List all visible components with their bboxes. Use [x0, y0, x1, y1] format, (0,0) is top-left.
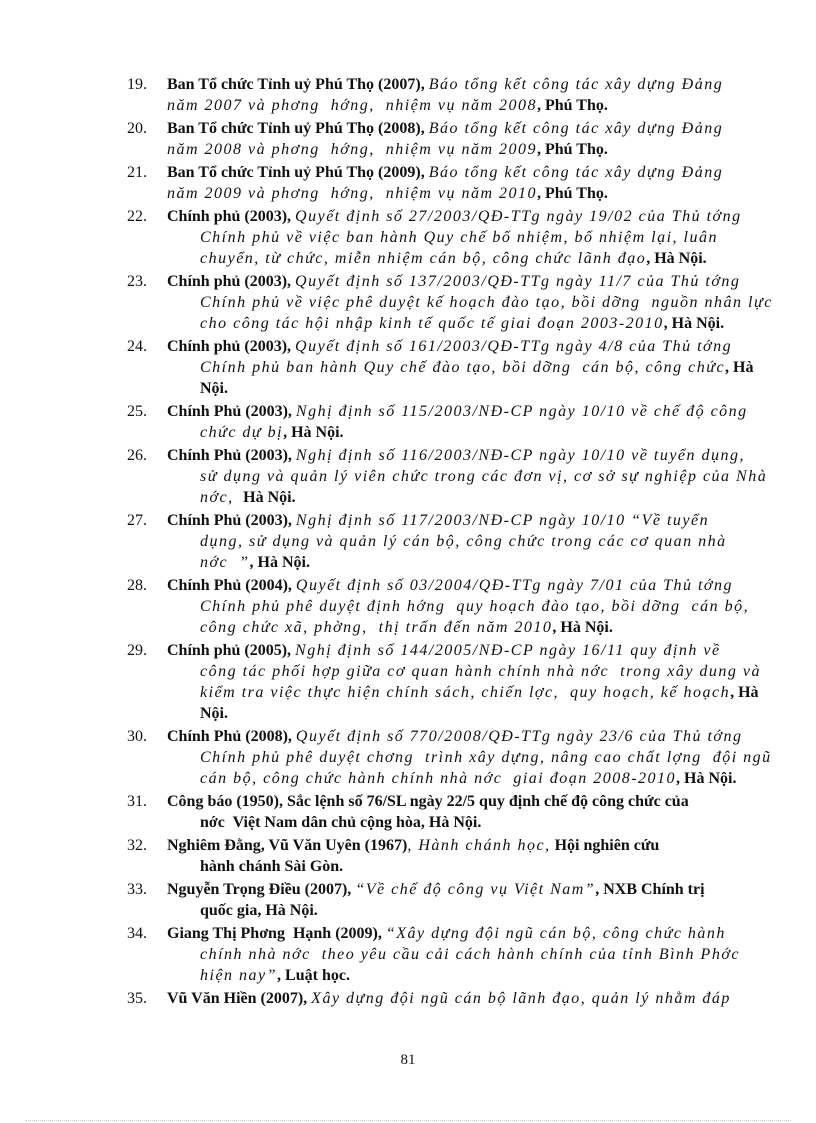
reference-source: Chính Phủ (2003),: [167, 403, 296, 420]
reference-source: Nội.: [200, 380, 228, 397]
reference-item: [127, 118, 751, 160]
reference-number: 23.: [127, 273, 147, 290]
reference-title: hiện nay”: [200, 967, 278, 984]
reference-title: công tác phối hợp giữa cơ quan hành chính nhà nớc trong xây dung và: [200, 663, 762, 680]
reference-number: 35.: [127, 990, 147, 1007]
reference-line: [167, 95, 751, 116]
reference-number: 25.: [127, 403, 147, 420]
reference-source: , Phú Thọ.: [537, 185, 608, 202]
reference-title: Nghị định số 116/2003/NĐ-CP ngày 10/10 về tuyển dụng,: [295, 447, 746, 464]
reference-source: hành chánh Sài Gòn.: [200, 858, 344, 875]
reference-line: [167, 510, 751, 531]
reference-line: [167, 923, 751, 944]
reference-number: 31.: [127, 793, 147, 810]
reference-title: sử dụng và quản lý viên chức trong các đơn vị, cơ sở sự nghiệp của Nhà: [200, 468, 768, 485]
reference-text: [167, 206, 751, 269]
reference-item: [127, 271, 773, 334]
reference-source: , Hà Nội.: [283, 424, 344, 441]
reference-line: [167, 747, 772, 768]
reference-title: Nghị định số 115/2003/NĐ-CP ngày 10/10 về chế độ công: [295, 403, 748, 420]
reference-source: , Hà: [725, 359, 754, 376]
reference-line: [167, 965, 751, 986]
reference-title: kiểm tra việc thực hiện chính sách, chiến lợc, quy hoạch, kế hoạch: [200, 684, 731, 701]
reference-line: [167, 791, 751, 812]
reference-line: [167, 575, 751, 596]
reference-line: [167, 74, 751, 95]
reference-title: dụng, sử dụng và quản lý cán bộ, công chức trong các cơ quan nhà: [200, 533, 727, 550]
reference-title: Chính phủ phê duyệt chơng trình xây dựng, nâng cao chất lợng đội ngũ: [200, 749, 772, 766]
reference-source: Chính Phủ (2003),: [167, 447, 296, 464]
reference-line: [167, 183, 751, 204]
reference-text: [167, 791, 751, 833]
reference-number: 20.: [127, 120, 147, 137]
reference-line: [167, 531, 751, 552]
reference-text: [167, 923, 751, 986]
reference-title: Quyết định số 27/2003/QĐ-TTg ngày 19/02 của Thủ tớng: [295, 208, 742, 225]
reference-line: [167, 162, 751, 183]
reference-source: , Hà Nội.: [249, 554, 310, 571]
reference-source: Ban Tổ chức Tỉnh uỷ Phú Thọ (2007),: [167, 76, 429, 93]
reference-source: , NXB Chính trị: [595, 881, 705, 898]
reference-number: 26.: [127, 447, 147, 464]
reference-item: [127, 206, 751, 269]
reference-text: [167, 835, 751, 877]
reference-line: [167, 466, 767, 487]
reference-title: năm 2009 và phơng hớng, nhiệm vụ năm 2010: [167, 185, 537, 202]
page-number: 81: [400, 1052, 416, 1068]
reference-line: [167, 248, 751, 269]
reference-text: [167, 118, 751, 160]
reference-source: nớc Việt Nam dân chủ cộng hòa, Hà Nội.: [200, 814, 482, 831]
reference-number: 24.: [127, 338, 147, 355]
reference-source: , Luật học.: [277, 967, 350, 984]
reference-line: [167, 640, 761, 661]
reference-line: [167, 900, 751, 921]
reference-line: [167, 682, 761, 703]
reference-line: [167, 944, 751, 965]
reference-source: Chính Phủ (2003),: [167, 512, 296, 529]
reference-source: Chính phủ (2003),: [167, 338, 296, 355]
reference-text: [167, 988, 751, 1009]
reference-title: , Hành chánh học,: [407, 837, 551, 854]
reference-title: Quyết định số 770/2008/QĐ-TTg ngày 23/6 của Thủ tớng: [295, 728, 743, 745]
reference-line: [167, 835, 751, 856]
reference-source: Nguyễn Trọng Điều (2007),: [167, 881, 356, 898]
reference-title: “Về chế độ công vụ Việt Nam”: [355, 881, 596, 898]
reference-text: [167, 271, 773, 334]
reference-text: [167, 401, 751, 443]
reference-source: Giang Thị Phơng Hạnh (2009),: [167, 925, 386, 942]
reference-title: chuyển, từ chức, miễn nhiệm cán bộ, công chức lãnh đạo: [200, 250, 647, 267]
reference-number: 33.: [127, 881, 147, 898]
reference-source: Nội.: [200, 705, 228, 722]
reference-text: [167, 726, 772, 789]
reference-line: [167, 292, 773, 313]
reference-title: Nghị định số 117/2003/NĐ-CP ngày 10/10 “Về tuyển: [295, 512, 710, 529]
reference-line: [167, 271, 773, 292]
reference-source: Ban Tổ chức Tỉnh uỷ Phú Thọ (2008),: [167, 120, 429, 137]
reference-line: [167, 378, 754, 399]
reference-item: [127, 726, 772, 789]
reference-line: [167, 487, 767, 508]
reference-number: 29.: [127, 642, 147, 659]
reference-line: [167, 401, 751, 422]
reference-number: 21.: [127, 164, 147, 181]
reference-title: “Xây dựng đội ngũ cán bộ, công chức hành: [385, 925, 726, 942]
reference-source: Chính phủ (2005),: [167, 642, 296, 659]
reference-source: Chính phủ (2003),: [167, 208, 296, 225]
reference-list: [127, 74, 773, 1011]
reference-text: [167, 510, 751, 573]
reference-item: [127, 336, 754, 399]
reference-title: chính nhà nớc theo yêu cầu cải cách hành chính của tỉnh Bình Phớc: [200, 946, 740, 963]
reference-source: , Hà Nội.: [646, 250, 707, 267]
reference-line: [167, 661, 761, 682]
reference-source: Chính phủ (2003),: [167, 273, 296, 290]
reference-item: [127, 510, 751, 573]
reference-text: [167, 336, 754, 399]
reference-number: 32.: [127, 837, 147, 854]
reference-source: , Hà Nội.: [552, 619, 613, 636]
reference-line: [167, 768, 772, 789]
reference-source: Vũ Văn Hiền (2007),: [167, 990, 312, 1007]
reference-source: Nghiêm Đằng, Vũ Văn Uyên (1967): [167, 837, 408, 854]
reference-line: [167, 336, 754, 357]
reference-number: 30.: [127, 728, 147, 745]
reference-title: cán bộ, công chức hành chính nhà nớc giai đoạn 2008-2010: [200, 770, 677, 787]
reference-title: công chức xã, phờng, thị trấn đến năm 2010: [200, 619, 553, 636]
reference-item: [127, 445, 768, 508]
reference-item: [127, 879, 751, 921]
reference-title: Báo tổng kết công tác xây dựng Đảng: [428, 120, 724, 137]
reference-line: [167, 139, 751, 160]
reference-text: [167, 74, 751, 116]
reference-source: , Hà Nội.: [663, 315, 725, 332]
reference-title: Quyết định số 137/2003/QĐ-TTg ngày 11/7 của Thủ tớng: [295, 273, 741, 290]
reference-line: [167, 206, 751, 227]
reference-item: [127, 74, 751, 116]
reference-source: , Phú Thọ.: [537, 97, 608, 114]
reference-title: năm 2007 và phơng hớng, nhiệm vụ năm 2008: [167, 97, 537, 114]
reference-line: [167, 357, 754, 378]
reference-line: [167, 445, 767, 466]
reference-title: Nghị định số 144/2005/NĐ-CP ngày 16/11 quy định về: [295, 642, 721, 659]
reference-source: Chính Phủ (2008),: [167, 728, 296, 745]
reference-line: [167, 422, 751, 443]
reference-source: Chính Phủ (2004),: [167, 577, 296, 594]
reference-line: [167, 879, 751, 900]
reference-line: [167, 313, 773, 334]
reference-line: [167, 812, 751, 833]
reference-title: cho công tác hội nhập kinh tế quốc tế giai đoạn 2003-2010: [200, 315, 664, 332]
reference-text: [167, 879, 751, 921]
reference-source: Công báo (1950), Sắc lệnh số 76/SL ngày 22/5 quy định chế độ công chức của: [167, 793, 689, 810]
reference-item: [127, 575, 751, 638]
reference-text: [167, 640, 761, 724]
reference-number: 19.: [127, 76, 147, 93]
reference-title: Xây dựng đội ngũ cán bộ lãnh đạo, quản lý nhằm đáp: [311, 990, 731, 1007]
reference-line: [167, 726, 772, 747]
reference-item: [127, 162, 751, 204]
reference-item: [127, 791, 751, 833]
reference-number: 34.: [127, 925, 147, 942]
reference-title: năm 2008 và phơng hớng, nhiệm vụ năm 2009: [167, 141, 537, 158]
reference-source: , Hà: [730, 684, 759, 701]
reference-number: 27.: [127, 512, 147, 529]
reference-line: [167, 227, 751, 248]
reference-source: Ban Tổ chức Tỉnh uỷ Phú Thọ (2009),: [167, 164, 429, 181]
reference-title: Chính phủ phê duyệt định hớng quy hoạch đào tạo, bồi dỡng cán bộ,: [200, 598, 750, 615]
reference-item: [127, 923, 751, 986]
reference-title: Báo tổng kết công tác xây dựng Đảng: [428, 76, 724, 93]
reference-text: [167, 445, 767, 508]
reference-title: Chính phủ ban hành Quy chế đào tạo, bồi dỡng cán bộ, công chức: [200, 359, 726, 376]
reference-line: [167, 118, 751, 139]
reference-line: [167, 703, 761, 724]
reference-line: [167, 552, 751, 573]
reference-line: [167, 617, 751, 638]
reference-title: nớc,: [200, 489, 240, 506]
footer-rule: [25, 1120, 791, 1121]
reference-title: nớc ”: [200, 554, 250, 571]
reference-item: [127, 640, 762, 724]
reference-title: Quyết định số 03/2004/QĐ-TTg ngày 7/01 của Thủ tớng: [295, 577, 733, 594]
reference-title: chức dự bị: [200, 424, 284, 441]
reference-item: [127, 835, 751, 877]
reference-title: Quyết định số 161/2003/QĐ-TTg ngày 4/8 của Thủ tớng: [295, 338, 733, 355]
reference-line: [167, 596, 751, 617]
reference-source: , Hà Nội.: [676, 770, 737, 787]
reference-number: 22.: [127, 208, 147, 225]
reference-text: [167, 575, 751, 638]
reference-title: Chính phủ về việc phê duyệt kế hoạch đào tạo, bồi dỡng nguồn nhân lực: [200, 294, 773, 311]
reference-source: Hội nghiên cứu: [550, 837, 660, 854]
reference-title: Báo tổng kết công tác xây dựng Đảng: [428, 164, 724, 181]
reference-line: [167, 856, 751, 877]
reference-text: [167, 162, 751, 204]
reference-line: [167, 988, 751, 1009]
reference-title: Chính phủ về việc ban hành Quy chế bổ nhiệm, bổ nhiệm lại, luân: [200, 229, 718, 246]
reference-item: [127, 401, 751, 443]
reference-source: quốc gia, Hà Nội.: [200, 902, 318, 919]
reference-item: [127, 988, 751, 1009]
reference-source: Hà Nội.: [239, 489, 296, 506]
reference-source: , Phú Thọ.: [537, 141, 608, 158]
reference-number: 28.: [127, 577, 147, 594]
